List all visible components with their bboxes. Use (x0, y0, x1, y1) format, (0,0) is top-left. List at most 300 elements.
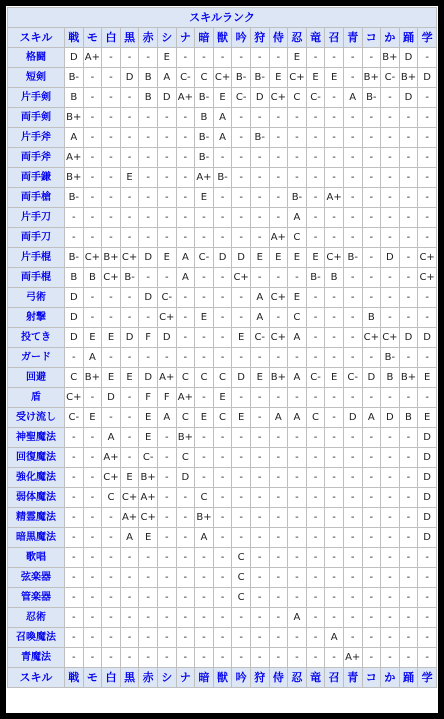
rank-cell: - (381, 568, 399, 587)
rank-cell: B+ (139, 468, 157, 487)
rank-cell: B+ (400, 368, 418, 387)
rank-cell: - (139, 348, 157, 367)
rank-cell: - (84, 308, 102, 327)
rank-cell: - (270, 528, 288, 547)
rank-cell: - (158, 488, 176, 507)
rank-cell: - (158, 128, 176, 147)
rank-cell: A+ (177, 388, 195, 407)
rank-cell: - (418, 228, 436, 247)
rank-cell: - (232, 528, 250, 547)
rank-cell: - (288, 568, 306, 587)
rank-cell: - (214, 208, 232, 227)
rank-cell: - (214, 488, 232, 507)
rank-cell: - (363, 628, 381, 647)
rank-cell: - (177, 148, 195, 167)
skill-name: 投てき (8, 328, 64, 347)
rank-cell: - (270, 608, 288, 627)
rank-cell: D (381, 248, 399, 267)
rank-cell: B- (363, 88, 381, 107)
rank-cell: - (121, 228, 139, 247)
rank-cell: E (270, 248, 288, 267)
rank-cell: C (177, 448, 195, 467)
rank-cell: A (158, 408, 176, 427)
table-row (8, 148, 436, 167)
table-row (8, 508, 436, 527)
rank-cell: - (363, 528, 381, 547)
rank-cell: C+ (65, 388, 83, 407)
rank-cell: C+ (102, 268, 120, 287)
footer-job-3: 黒 (121, 668, 139, 687)
rank-cell: - (418, 88, 436, 107)
table-row (8, 448, 436, 467)
rank-cell: - (232, 148, 250, 167)
rank-cell: - (400, 608, 418, 627)
rank-cell: - (400, 568, 418, 587)
rank-cell: C+ (325, 248, 343, 267)
skill-rank-table (7, 7, 437, 688)
rank-cell: - (325, 488, 343, 507)
rank-cell: - (102, 128, 120, 147)
rank-cell: - (195, 568, 213, 587)
rank-cell: C+ (381, 328, 399, 347)
rank-cell: - (195, 388, 213, 407)
rank-cell: - (307, 208, 325, 227)
rank-cell: - (84, 148, 102, 167)
rank-cell: - (418, 288, 436, 307)
rank-cell: - (84, 548, 102, 567)
rank-cell: - (214, 268, 232, 287)
rank-cell: - (214, 448, 232, 467)
rank-cell: - (84, 228, 102, 247)
skill-name: 短剣 (8, 68, 64, 87)
rank-cell: - (344, 468, 362, 487)
rank-cell: - (195, 608, 213, 627)
rank-cell: - (139, 128, 157, 147)
rank-cell: - (251, 188, 269, 207)
rank-cell: - (251, 48, 269, 67)
rank-cell: - (214, 48, 232, 67)
rank-cell: - (325, 228, 343, 247)
rank-cell: E (139, 528, 157, 547)
rank-cell: A+ (102, 448, 120, 467)
rank-cell: E (102, 328, 120, 347)
rank-cell: - (251, 608, 269, 627)
rank-cell: C+ (121, 488, 139, 507)
rank-cell: - (307, 488, 325, 507)
rank-cell: - (121, 108, 139, 127)
rank-cell: - (214, 228, 232, 247)
header-job-4: 赤 (139, 28, 157, 47)
rank-cell: - (251, 468, 269, 487)
rank-cell: - (232, 488, 250, 507)
rank-cell: - (400, 128, 418, 147)
skill-name: 召喚魔法 (8, 628, 64, 647)
rank-cell: - (325, 448, 343, 467)
rank-cell: - (325, 548, 343, 567)
rank-cell: - (270, 488, 288, 507)
rank-cell: - (214, 628, 232, 647)
skill-name: 歌唱 (8, 548, 64, 567)
rank-cell: - (84, 628, 102, 647)
skill-name: 暗黒魔法 (8, 528, 64, 547)
rank-cell: - (232, 108, 250, 127)
rank-cell: - (195, 268, 213, 287)
rank-cell: - (232, 188, 250, 207)
rank-cell: - (251, 628, 269, 647)
rank-cell: - (195, 428, 213, 447)
rank-cell: - (84, 448, 102, 467)
table-row (8, 228, 436, 247)
rank-cell: B- (381, 348, 399, 367)
skill-name: 射撃 (8, 308, 64, 327)
rank-cell: - (177, 568, 195, 587)
rank-cell: - (344, 148, 362, 167)
rank-cell: - (400, 488, 418, 507)
rank-cell: B- (65, 248, 83, 267)
rank-cell: A (363, 408, 381, 427)
rank-cell: B+ (84, 368, 102, 387)
rank-cell: - (325, 388, 343, 407)
rank-cell: A+ (121, 508, 139, 527)
rank-cell: C (288, 308, 306, 327)
header-skill-label: スキル (8, 28, 64, 47)
rank-cell: - (363, 188, 381, 207)
rank-cell: - (270, 128, 288, 147)
rank-cell: C+ (84, 248, 102, 267)
rank-cell: - (381, 648, 399, 667)
rank-cell: - (158, 568, 176, 587)
rank-cell: - (270, 468, 288, 487)
rank-cell: B (363, 308, 381, 327)
rank-cell: - (84, 588, 102, 607)
rank-cell: - (288, 168, 306, 187)
rank-cell: - (195, 588, 213, 607)
rank-cell: - (139, 648, 157, 667)
rank-cell: - (400, 188, 418, 207)
rank-cell: B+ (363, 68, 381, 87)
rank-cell: E (121, 468, 139, 487)
rank-cell: - (65, 428, 83, 447)
rank-cell: - (288, 388, 306, 407)
rank-cell: - (251, 648, 269, 667)
rank-cell: E (102, 368, 120, 387)
rank-cell: - (270, 568, 288, 587)
rank-cell: - (102, 348, 120, 367)
rank-cell: - (139, 148, 157, 167)
skill-name: 片手刀 (8, 208, 64, 227)
rank-cell: - (307, 128, 325, 147)
rank-cell: - (102, 648, 120, 667)
rank-cell: E (158, 48, 176, 67)
skill-name: 管楽器 (8, 588, 64, 607)
rank-cell: - (418, 108, 436, 127)
rank-cell: - (344, 68, 362, 87)
table-row (8, 188, 436, 207)
rank-cell: - (307, 108, 325, 127)
rank-cell: - (363, 148, 381, 167)
rank-cell: C- (158, 288, 176, 307)
rank-cell: - (307, 628, 325, 647)
rank-cell: - (158, 448, 176, 467)
skill-name: 青魔法 (8, 648, 64, 667)
rank-cell: - (363, 48, 381, 67)
rank-cell: - (177, 108, 195, 127)
rank-cell: - (177, 308, 195, 327)
rank-cell: D (400, 88, 418, 107)
rank-cell: - (363, 568, 381, 587)
rank-cell: - (251, 448, 269, 467)
rank-cell: - (102, 168, 120, 187)
rank-cell: - (121, 648, 139, 667)
rank-cell: - (381, 188, 399, 207)
rank-cell: - (325, 428, 343, 447)
rank-cell: - (400, 508, 418, 527)
rank-cell: - (251, 228, 269, 247)
rank-cell: - (270, 428, 288, 447)
rank-cell: B- (307, 268, 325, 287)
footer-job-15: 青 (344, 668, 362, 687)
rank-cell: - (344, 608, 362, 627)
rank-cell: - (84, 508, 102, 527)
skill-name: 両手剣 (8, 108, 64, 127)
rank-cell: - (65, 648, 83, 667)
rank-cell: - (65, 568, 83, 587)
rank-cell: - (288, 628, 306, 647)
skill-name: 片手剣 (8, 88, 64, 107)
rank-cell: - (158, 428, 176, 447)
rank-cell: - (363, 108, 381, 127)
rank-cell: - (121, 128, 139, 147)
rank-cell: - (270, 48, 288, 67)
rank-cell: A+ (325, 188, 343, 207)
rank-cell: - (325, 208, 343, 227)
rank-cell: E (84, 328, 102, 347)
rank-cell: - (214, 308, 232, 327)
rank-cell: - (139, 188, 157, 207)
rank-cell: - (344, 568, 362, 587)
rank-cell: - (195, 208, 213, 227)
rank-cell: E (158, 248, 176, 267)
rank-cell: - (307, 168, 325, 187)
rank-cell: - (84, 108, 102, 127)
table-row (8, 468, 436, 487)
rank-cell: - (363, 248, 381, 267)
header-job-9: 吟 (232, 28, 250, 47)
rank-cell: E (418, 408, 436, 427)
rank-cell: E (232, 328, 250, 347)
rank-cell: - (139, 48, 157, 67)
rank-cell: - (381, 388, 399, 407)
rank-cell: - (158, 208, 176, 227)
rank-cell: E (139, 408, 157, 427)
rank-cell: - (214, 588, 232, 607)
rank-cell: - (325, 48, 343, 67)
rank-cell: E (307, 68, 325, 87)
rank-cell: - (325, 588, 343, 607)
table-title: スキルランク (8, 8, 436, 27)
rank-cell: - (400, 548, 418, 567)
rank-cell: - (288, 428, 306, 447)
rank-cell: - (177, 168, 195, 187)
table-row (8, 48, 436, 67)
rank-cell: - (325, 308, 343, 327)
rank-cell: - (195, 448, 213, 467)
rank-cell: B (195, 108, 213, 127)
rank-cell: - (65, 608, 83, 627)
rank-cell: - (400, 628, 418, 647)
rank-cell: - (121, 148, 139, 167)
rank-cell: - (65, 208, 83, 227)
rank-cell: - (307, 508, 325, 527)
rank-cell: - (121, 448, 139, 467)
rank-cell: - (139, 308, 157, 327)
rank-cell: - (307, 48, 325, 67)
rank-cell: - (177, 208, 195, 227)
rank-cell: A (288, 608, 306, 627)
rank-cell: D (418, 68, 436, 87)
rank-cell: - (232, 288, 250, 307)
rank-cell: - (251, 508, 269, 527)
rank-cell: - (158, 528, 176, 547)
rank-cell: - (270, 208, 288, 227)
rank-cell: - (418, 348, 436, 367)
rank-cell: C (214, 408, 232, 427)
table-row (8, 428, 436, 447)
rank-cell: - (232, 468, 250, 487)
rank-cell: D (65, 48, 83, 67)
rank-cell: - (158, 588, 176, 607)
rank-cell: C (232, 588, 250, 607)
rank-cell: - (177, 648, 195, 667)
skill-name: 精霊魔法 (8, 508, 64, 527)
rank-cell: - (214, 648, 232, 667)
rank-cell: E (288, 248, 306, 267)
rank-cell: - (363, 288, 381, 307)
rank-cell: - (363, 608, 381, 627)
rank-cell: - (400, 108, 418, 127)
rank-cell: - (381, 628, 399, 647)
rank-cell: E (270, 68, 288, 87)
rank-cell: B- (195, 128, 213, 147)
rank-cell: B (325, 268, 343, 287)
rank-cell: B (139, 68, 157, 87)
skill-name: 強化魔法 (8, 468, 64, 487)
rank-cell: D (139, 368, 157, 387)
rank-cell: - (400, 468, 418, 487)
rank-cell: - (381, 588, 399, 607)
rank-cell: - (381, 108, 399, 127)
rank-cell: A (121, 528, 139, 547)
rank-cell: - (84, 648, 102, 667)
rank-cell: E (195, 308, 213, 327)
rank-cell: B+ (177, 428, 195, 447)
rank-cell: - (325, 288, 343, 307)
rank-cell: - (288, 548, 306, 567)
rank-cell: A (288, 328, 306, 347)
rank-cell: - (363, 388, 381, 407)
rank-cell: E (288, 48, 306, 67)
rank-cell: - (381, 208, 399, 227)
rank-cell: - (177, 228, 195, 247)
rank-cell: - (400, 308, 418, 327)
rank-cell: - (232, 48, 250, 67)
rank-cell: - (251, 268, 269, 287)
rank-cell: - (325, 528, 343, 547)
rank-cell: - (232, 648, 250, 667)
rank-cell: - (418, 628, 436, 647)
rank-cell: - (400, 208, 418, 227)
rank-cell: - (363, 468, 381, 487)
rank-cell: - (121, 388, 139, 407)
table-row (8, 388, 436, 407)
rank-cell: B- (344, 248, 362, 267)
rank-cell: - (177, 48, 195, 67)
rank-cell: D (158, 88, 176, 107)
rank-cell: - (270, 448, 288, 467)
rank-cell: - (214, 428, 232, 447)
table-row (8, 268, 436, 287)
rank-cell: - (177, 188, 195, 207)
rank-cell: - (158, 548, 176, 567)
rank-cell: - (270, 308, 288, 327)
rank-cell: - (232, 168, 250, 187)
rank-cell: - (288, 108, 306, 127)
rank-cell: - (381, 528, 399, 547)
rank-cell: - (177, 508, 195, 527)
table-row (8, 608, 436, 627)
rank-cell: - (400, 388, 418, 407)
rank-cell: - (158, 348, 176, 367)
header-job-8: 獣 (214, 28, 232, 47)
footer-job-0: 戦 (65, 668, 83, 687)
rank-cell: - (344, 48, 362, 67)
rank-cell: - (288, 148, 306, 167)
rank-cell: D (418, 468, 436, 487)
rank-cell: - (65, 228, 83, 247)
rank-cell: - (158, 648, 176, 667)
rank-cell: - (232, 228, 250, 247)
rank-cell: - (139, 568, 157, 587)
rank-cell: - (139, 608, 157, 627)
rank-cell: E (195, 408, 213, 427)
rank-cell: - (307, 148, 325, 167)
skill-name: 片手斧 (8, 128, 64, 147)
rank-cell: - (84, 208, 102, 227)
rank-cell: C+ (270, 328, 288, 347)
rank-cell: - (102, 208, 120, 227)
rank-cell: - (102, 188, 120, 207)
rank-cell: - (84, 68, 102, 87)
rank-cell: - (65, 548, 83, 567)
rank-cell: - (400, 448, 418, 467)
rank-cell: - (307, 528, 325, 547)
rank-cell: - (381, 268, 399, 287)
rank-cell: - (325, 108, 343, 127)
rank-cell: - (288, 648, 306, 667)
rank-cell: - (400, 248, 418, 267)
rank-cell: - (344, 108, 362, 127)
rank-cell: C- (307, 88, 325, 107)
rank-cell: D (65, 328, 83, 347)
rank-cell: C- (307, 368, 325, 387)
rank-cell: - (251, 148, 269, 167)
header-job-17: か (381, 28, 399, 47)
rank-cell: E (121, 168, 139, 187)
rank-cell: B- (232, 68, 250, 87)
rank-cell: - (232, 508, 250, 527)
rank-cell: D (418, 428, 436, 447)
skill-name: 両手棍 (8, 268, 64, 287)
